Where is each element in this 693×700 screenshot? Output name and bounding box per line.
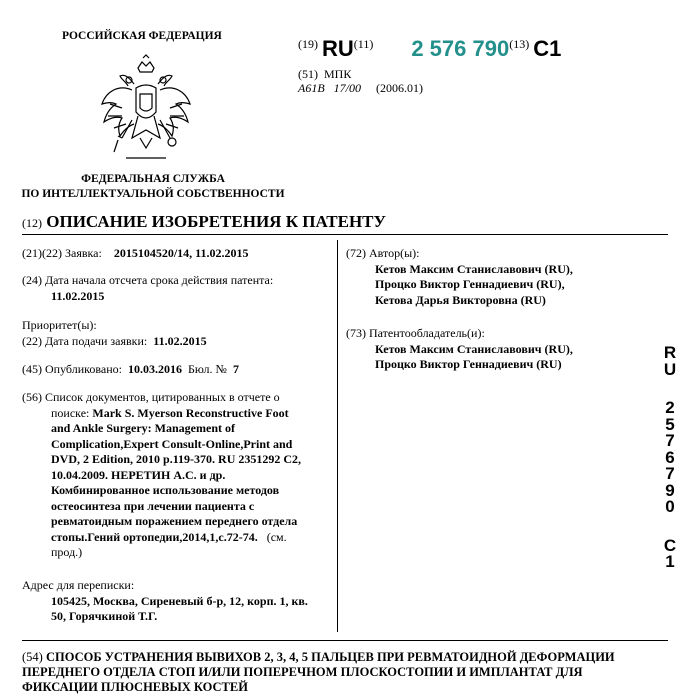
address-label: Адрес для переписки: <box>22 578 135 592</box>
owners-label: Патентообладатель(и): <box>369 326 485 340</box>
code-56: (56) <box>22 390 42 404</box>
cited-label-2: поиске: <box>51 405 90 420</box>
document-title-text: ОПИСАНИЕ ИЗОБРЕТЕНИЯ К ПАТЕНТУ <box>46 212 386 231</box>
country-name: РОССИЙСКАЯ ФЕДЕРАЦИЯ <box>62 30 222 42</box>
agency-line2: ПО ИНТЕЛЛЕКТУАЛЬНОЙ СОБСТВЕННОСТИ <box>21 188 285 200</box>
side-char: 2 <box>665 398 675 417</box>
term-start-label: Дата начала отсчета срока действия патента: <box>45 273 274 287</box>
code-13: (13) <box>509 37 530 51</box>
address-line1: 105425, Москва, Сиреневый б-р, 12, корп. 1, кв. <box>51 593 308 608</box>
author-name: Процко Виктор Геннадиевич (RU), <box>375 277 565 291</box>
cited-line: ревматоидным поражением переднего отдела <box>51 514 298 528</box>
published-field <box>22 362 239 378</box>
owners-field <box>346 326 573 373</box>
code-45: (45) <box>22 362 42 376</box>
cited-suffix: (см. <box>266 529 287 544</box>
cited-label-1: Список документов, цитированных в отчете о <box>45 390 280 404</box>
ipc-version: (2006.01) <box>376 81 424 95</box>
patent-number: 2 576 790 <box>411 36 510 61</box>
cited-line-last <box>22 530 328 546</box>
column-divider <box>337 240 338 632</box>
address-line2: 50, Горячкиной Т.Г. <box>51 609 158 623</box>
term-start-value: 11.02.2015 <box>51 288 105 303</box>
title-divider <box>22 234 668 235</box>
cited-line: Комбинированное использование методов <box>51 483 280 497</box>
code-24: (24) <box>22 273 42 287</box>
priority-label: Приоритет(ы): <box>22 318 97 332</box>
bulletin-label: Бюл. № <box>187 362 227 376</box>
filing-label: Дата подачи заявки: <box>45 334 148 348</box>
side-char: C <box>663 535 677 555</box>
author-name: Кетова Дарья Викторовна (RU) <box>375 292 546 307</box>
side-char: 5 <box>665 414 675 434</box>
application-label: Заявка: <box>64 246 102 260</box>
code-12: (12) <box>22 216 42 230</box>
code-72: (72) <box>346 246 366 260</box>
authors-field <box>346 246 573 308</box>
code-22: (22) <box>22 334 42 348</box>
patent-number-line <box>298 36 561 62</box>
country-code: RU <box>322 36 354 61</box>
ipc-label <box>298 67 351 82</box>
term-start-field <box>22 273 327 304</box>
ipc-main: A61B <box>298 81 325 95</box>
code-19: (19) <box>298 37 318 51</box>
ipc-label-text: МПК <box>324 67 352 81</box>
cited-line: 10.04.2009. НЕРЕТИН А.С. и др. <box>51 467 226 482</box>
code-54: (54) <box>22 650 43 664</box>
ipc-class <box>298 81 423 96</box>
agency-name <box>8 172 298 202</box>
bulletin-number: 7 <box>232 362 239 376</box>
cited-line: and Ankle Surgery: Management of <box>51 421 235 435</box>
invention-line2: ПЕРЕДНЕГО ОТДЕЛА СТОП И/ИЛИ ПОПЕРЕЧНОМ ПЛОСКОСТОПИИ И ИМПЛАНТАТ ДЛЯ <box>22 665 583 679</box>
application-field <box>22 246 249 262</box>
published-value: 10.03.2016 <box>127 362 182 376</box>
side-char: U <box>663 359 677 379</box>
application-value: 2015104520/14, 11.02.2015 <box>113 246 249 260</box>
side-char: 6 <box>665 447 675 467</box>
agency-line1: ФЕДЕРАЛЬНАЯ СЛУЖБА <box>81 173 225 185</box>
side-char: 7 <box>665 431 675 450</box>
cited-documents <box>22 390 328 561</box>
cited-line: остеосинтеза при лечении пациента с <box>51 498 255 513</box>
bottom-divider <box>22 640 668 641</box>
cited-line: Complication,Expert Consult-Online,Print and <box>51 436 293 451</box>
side-char: 1 <box>665 552 675 571</box>
cited-line: DVD, 2 Edition, 2010 p.119-370. RU 2351292 C2, <box>51 452 302 466</box>
ipc-group: 17/00 <box>333 81 362 95</box>
code-21-22: (21)(22) <box>22 246 62 260</box>
filing-value: 11.02.2015 <box>153 334 207 348</box>
side-patent-number <box>655 345 685 571</box>
author-name: Кетов Максим Станиславович (RU), <box>375 261 573 276</box>
patent-kind: C1 <box>533 36 562 61</box>
code-11: (11) <box>353 37 374 51</box>
document-title <box>22 212 386 232</box>
correspondence-address <box>22 578 328 625</box>
code-51: (51) <box>298 67 318 81</box>
cited-last: прод.) <box>51 545 83 559</box>
cited-line: стопы.Гений ортопедии,2014,1,с.72-74. <box>51 529 258 544</box>
invention-title <box>22 650 682 695</box>
side-char: 7 <box>665 464 675 483</box>
invention-line1: СПОСОБ УСТРАНЕНИЯ ВЫВИХОВ 2, 3, 4, 5 ПАЛЬЦЕВ ПРИ РЕВМАТОИДНОЙ ДЕФОРМАЦИИ <box>45 650 615 664</box>
side-char: 9 <box>665 480 675 500</box>
owner-name: Процко Виктор Геннадиевич (RU) <box>375 357 562 371</box>
owner-name: Кетов Максим Станиславович (RU), <box>375 341 573 356</box>
filing-field <box>22 334 207 350</box>
side-char: 0 <box>665 497 675 516</box>
cited-first: Mark S. Myerson Reconstructive Foot <box>92 405 289 420</box>
published-label: Опубликовано: <box>45 362 122 376</box>
authors-label: Автор(ы): <box>369 246 420 260</box>
code-73: (73) <box>346 326 366 340</box>
side-char: R <box>663 343 677 362</box>
russian-double-headed-eagle-icon <box>96 54 196 166</box>
invention-line3: ФИКСАЦИИ ПЛЮСНЕВЫХ КОСТЕЙ <box>22 680 248 694</box>
